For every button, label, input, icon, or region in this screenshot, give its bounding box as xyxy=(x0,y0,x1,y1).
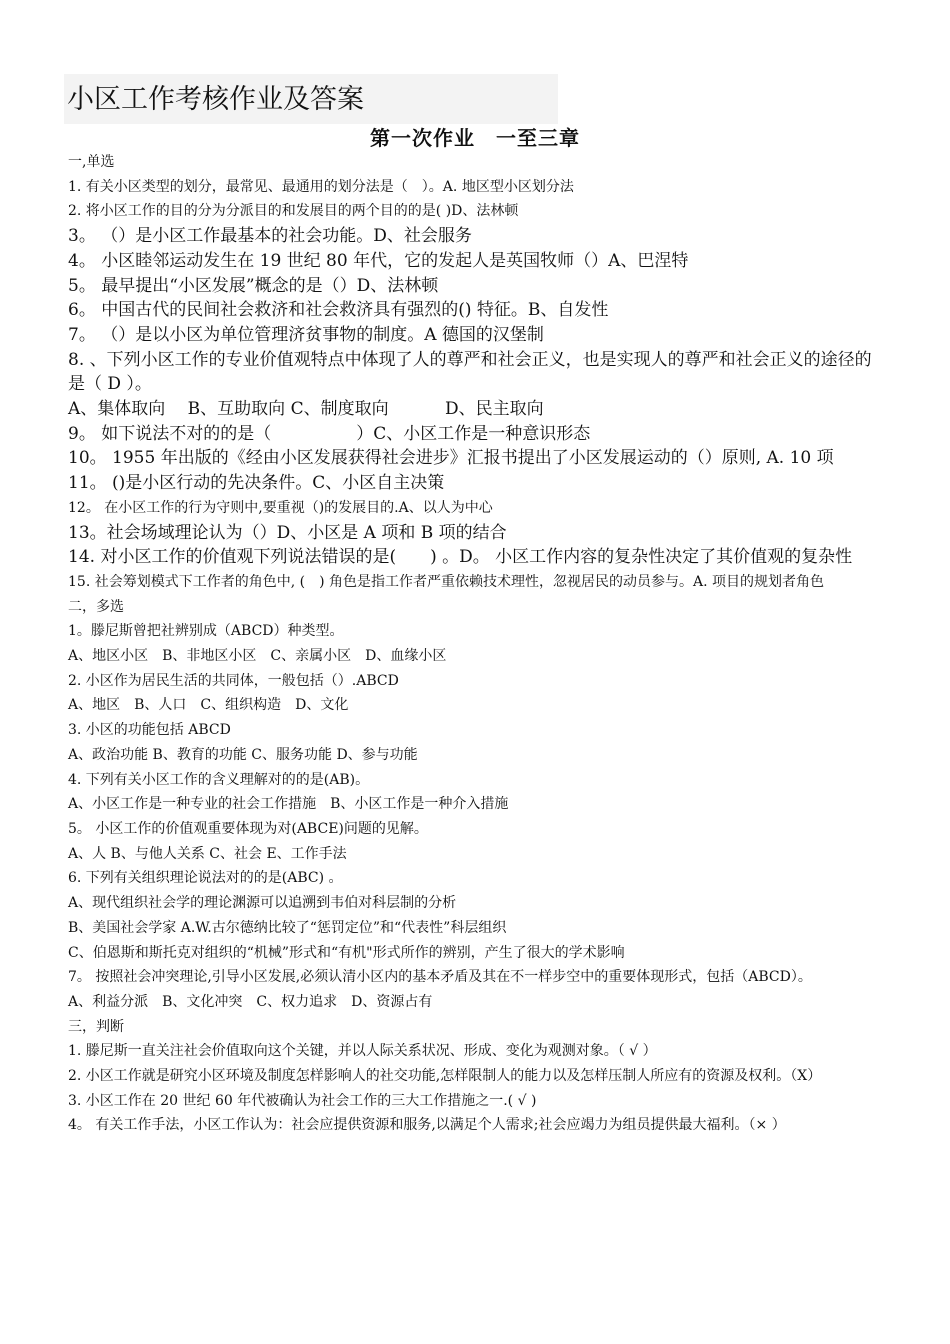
question-1-14: 14. 对小区工作的价值观下列说法错误的是( ) 。D。 小区工作内容的复杂性决定了其价值观的复杂性 xyxy=(68,547,853,568)
question-2-7: 7。 按照社会冲突理论,引导小区发展,必须认清小区内的基本矛盾及其在不一样步空中的重要体现形式，包括（ABCD）。 xyxy=(68,969,812,986)
question-3-4: 4。 有关工作手法，小区工作认为：社会应提供资源和服务,以满足个人需求;社会应竭力为组员提供最大福利。（× ） xyxy=(68,1117,786,1134)
section-heading-multiple-choice: 二，多选 xyxy=(68,598,124,615)
question-1-2: 2. 将小区工作的目的分为分派目的和发展目的两个目的的是( )D、法林顿 xyxy=(68,203,519,220)
question-2-6-option-b: B、美国社会学家 A.W.古尔德纳比较了“惩罚定位”和“代表性”科层组织 xyxy=(68,919,507,936)
question-2-6: 6. 下列有关组织理论说法对的的是(ABC) 。 xyxy=(68,870,343,887)
question-3-1: 1. 滕尼斯一直关注社会价值取向这个关键，并以人际关系状况、形成、变化为观测对象。（ √ ） xyxy=(68,1043,657,1060)
question-2-5: 5。 小区工作的价值观重要体现为对(ABCE)问题的见解。 xyxy=(68,820,428,837)
question-1-15: 15. 社会筹划模式下工作者的角色中, ( ) 角色是指工作者严重依赖技术理性，忽视居民的动员参与。A. 项目的规划者角色 xyxy=(68,573,824,590)
assignment-subtitle: 第一次作业 一至三章 xyxy=(370,126,580,150)
question-1-8-options: A、集体取向 B、互助取向 C、制度取向 D、民主取向 xyxy=(68,399,544,420)
question-1-9: 9。 如下说法不对的的是（ ）C、小区工作是一种意识形态 xyxy=(68,423,591,444)
question-2-1: 1。滕尼斯曾把社辨别成（ABCD）种类型。 xyxy=(68,623,344,640)
question-3-2: 2. 小区工作就是研究小区环境及制度怎样影响人的社交功能,怎样限制人的能力以及怎样压制人所应有的资源及权利。（X） xyxy=(68,1068,822,1085)
question-2-5-options: A、人 B、与他人关系 C、社会 E、工作手法 xyxy=(68,845,347,862)
question-2-6-option-a: A、现代组织社会学的理论渊源可以追溯到韦伯对科层制的分析 xyxy=(68,895,457,912)
question-1-4: 4。 小区睦邻运动发生在 19 世纪 80 年代，它的发起人是英国牧师（）A、巴涅特 xyxy=(68,250,689,271)
question-1-1: 1. 有关小区类型的划分，最常见、最通用的划分法是（ ）。A. 地区型小区划分法 xyxy=(68,178,574,195)
question-1-5: 5。 最早提出“小区发展”概念的是（）D、法林顿 xyxy=(68,275,439,296)
question-2-2: 2. 小区作为居民生活的共同体，一般包括（）.ABCD xyxy=(68,672,399,689)
question-1-10: 10。 1955 年出版的《经由小区发展获得社会进步》汇报书提出了小区发展运动的（）原则, A. 10 项 xyxy=(68,448,834,469)
document-title: 小区工作考核作业及答案 xyxy=(64,74,558,124)
question-3-3: 3. 小区工作在 20 世纪 60 年代被确认为社会工作的三大工作措施之一.( √ ) xyxy=(68,1092,537,1109)
question-1-12: 12。 在小区工作的行为守则中,要重视（)的发展目的.A、以人为中心 xyxy=(68,499,493,516)
question-2-1-options: A、地区小区 B、非地区小区 C、亲属小区 D、血缘小区 xyxy=(68,648,447,665)
question-1-8: 8. 、下列小区工作的专业价值观特点中体现了人的尊严和社会正义，也是实现人的尊严和社会正义的途径的是（ D ）。 xyxy=(68,349,872,395)
question-2-7-options: A、利益分派 B、文化冲突 C、权力追求 D、资源占有 xyxy=(68,993,433,1010)
document-body xyxy=(68,150,882,1138)
question-2-6-option-c: C、伯恩斯和斯托克对组织的“机械”形式和“有机"形式所作的辨别，产生了很大的学术影响 xyxy=(68,944,625,961)
section-heading-single-choice: 一,单选 xyxy=(68,154,115,170)
question-1-6: 6。 中国古代的民间社会救济和社会救济具有强烈的() 特征。B、自发性 xyxy=(68,300,609,321)
question-2-4: 4. 下列有关小区工作的含义理解对的的是(AB)。 xyxy=(68,771,370,788)
question-2-3-options: A、政治功能 B、教育的功能 C、服务功能 D、参与功能 xyxy=(68,746,418,763)
question-2-2-options: A、地区 B、人口 C、组织构造 D、文化 xyxy=(68,697,349,714)
section-heading-true-false: 三，判断 xyxy=(68,1018,124,1035)
question-2-4-options: A、小区工作是一种专业的社会工作措施 B、小区工作是一种介入措施 xyxy=(68,796,509,813)
question-1-13: 13。社会场域理论认为（）D、小区是 A 项和 B 项的结合 xyxy=(68,522,507,543)
question-1-7: 7。 （）是以小区为单位管理济贫事物的制度。A 德国的汉堡制 xyxy=(68,324,544,345)
question-2-3: 3. 小区的功能包括 ABCD xyxy=(68,722,231,739)
question-1-3: 3。 （）是小区工作最基本的社会功能。D、社会服务 xyxy=(68,226,472,247)
question-1-11: 11。 ()是小区行动的先决条件。C、小区自主决策 xyxy=(68,473,445,494)
